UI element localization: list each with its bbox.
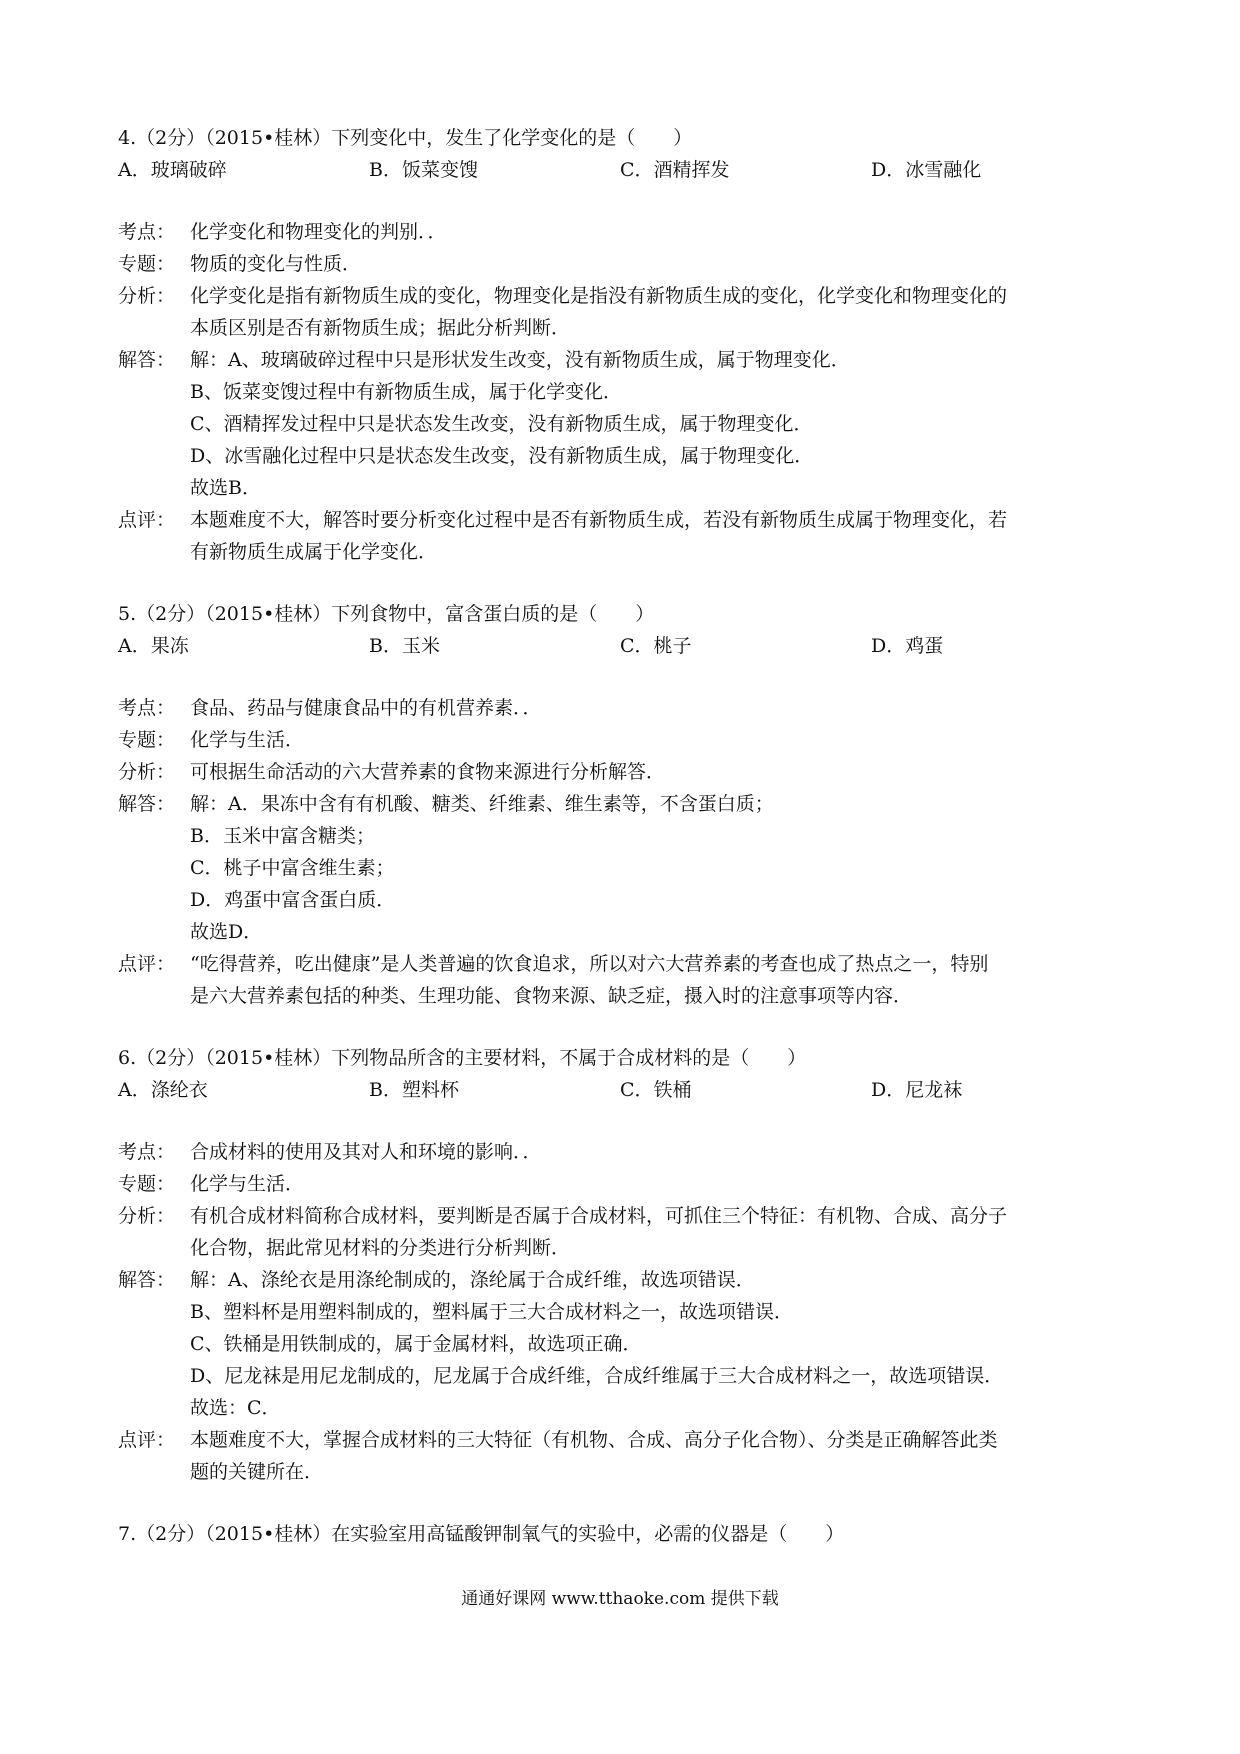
knowledge-point-row [118, 692, 1128, 724]
comment-label: 点评： [118, 1429, 176, 1451]
question-stem: 6.（2分）（2015•桂林）下列物品所含的主要材料，不属于合成材料的是（ ） [118, 1047, 807, 1069]
comment-body [190, 1424, 1128, 1488]
options-row [118, 630, 1128, 662]
analysis-label: 分析： [118, 1205, 176, 1227]
analysis-line: 有机合成材料简称合成材料，要判断是否属于合成材料，可抓住三个特征：有机物、合成、高分子 [190, 1205, 1008, 1227]
analysis-row [118, 280, 1128, 344]
options-row [118, 154, 1128, 186]
topic-body: 化学与生活． [190, 1173, 305, 1195]
solution-label: 解答： [118, 349, 176, 371]
knowledge-point-body: 化学变化和物理变化的判别．． [190, 221, 447, 243]
option-b: B．饭菜变馊 [369, 159, 478, 181]
option-c: C．铁桶 [620, 1079, 692, 1101]
analysis-body [190, 280, 1128, 344]
knowledge-point-row [118, 1136, 1128, 1168]
solution-label: 解答： [118, 1269, 176, 1291]
solution-line: B、塑料杯是用塑料制成的，塑料属于三大合成材料之一，故选项错误． [190, 1301, 793, 1323]
question-block [118, 1042, 1128, 1488]
comment-line: 有新物质生成属于化学变化． [190, 541, 438, 563]
topic-label: 专题： [118, 729, 176, 751]
solution-body [190, 788, 1128, 948]
comment-line: 题的关键所在． [190, 1461, 324, 1483]
comment-row [118, 948, 1128, 1012]
topic-row [118, 248, 1128, 280]
exam-page [118, 122, 1128, 1550]
knowledge-point-body: 合成材料的使用及其对人和环境的影响．． [190, 1141, 542, 1163]
option-c: C．酒精挥发 [620, 159, 730, 181]
analysis-label: 分析： [118, 761, 176, 783]
solution-line: 故选：C． [190, 1397, 281, 1419]
topic-body: 化学与生活． [190, 729, 305, 751]
option-d: D．冰雪融化 [871, 159, 982, 181]
solution-line: C．桃子中富含维生素； [190, 857, 395, 879]
topic-label: 专题： [118, 253, 176, 275]
option-d: D．鸡蛋 [871, 635, 944, 657]
analysis-line: 本质区别是否有新物质生成；据此分析判断． [190, 317, 571, 339]
comment-line: 是六大营养素包括的种类、生理功能、食物来源、缺乏症，摄入时的注意事项等内容． [190, 985, 913, 1007]
question-stem: 5.（2分）（2015•桂林）下列食物中，富含蛋白质的是（ ） [118, 603, 655, 625]
comment-body [190, 504, 1128, 568]
question-stem: 4.（2分）（2015•桂林）下列变化中，发生了化学变化的是（ ） [118, 127, 693, 149]
question-stem-7: 7.（2分）（2015•桂林）在实验室用高锰酸钾制氧气的实验中，必需的仪器是（ ） [118, 1523, 845, 1545]
options-row [118, 1074, 1128, 1106]
comment-label: 点评： [118, 953, 176, 975]
solution-line: B．玉米中富含糖类； [190, 825, 375, 847]
analysis-line: 可根据生命活动的六大营养素的食物来源进行分析解答． [190, 761, 666, 783]
option-a: A．果冻 [118, 635, 189, 657]
question-block [118, 122, 1128, 568]
comment-body [190, 948, 1128, 1012]
option-a: A．涤纶衣 [118, 1079, 208, 1101]
option-c: C．桃子 [620, 635, 692, 657]
analysis-line: 化合物，据此常见材料的分类进行分析判断． [190, 1237, 571, 1259]
analysis-label: 分析： [118, 285, 176, 307]
solution-line: D．鸡蛋中富含蛋白质． [190, 889, 396, 911]
knowledge-point-label: 考点： [118, 1141, 176, 1163]
analysis-row [118, 1200, 1128, 1264]
solution-line: B、饭菜变馊过程中有新物质生成，属于化学变化． [190, 381, 622, 403]
solution-line: 解：A．果冻中含有有机酸、糖类、纤维素、维生素等，不含蛋白质； [190, 793, 774, 815]
solution-line: C、铁桶是用铁制成的，属于金属材料，故选项正确． [190, 1333, 642, 1355]
solution-line: C、酒精挥发过程中只是状态发生改变，没有新物质生成，属于物理变化． [190, 413, 813, 435]
topic-row [118, 724, 1128, 756]
solution-row [118, 1264, 1128, 1424]
knowledge-point-row [118, 216, 1128, 248]
knowledge-point-body: 食品、药品与健康食品中的有机营养素．． [190, 697, 542, 719]
option-b: B．塑料杯 [369, 1079, 459, 1101]
analysis-section [118, 692, 1128, 1012]
topic-label: 专题： [118, 1173, 176, 1195]
solution-line: 故选B． [190, 477, 261, 499]
solution-body [190, 1264, 1128, 1424]
solution-line: 故选D． [190, 921, 263, 943]
option-b: B．玉米 [369, 635, 440, 657]
comment-row [118, 1424, 1128, 1488]
solution-label: 解答： [118, 793, 176, 815]
analysis-body [190, 756, 1128, 788]
knowledge-point-label: 考点： [118, 697, 176, 719]
solution-row [118, 788, 1128, 948]
comment-line: “吃得营养，吃出健康”是人类普遍的饮食追求，所以对六大营养素的考查也成了热点之一，特别 [190, 953, 989, 975]
solution-line: D、尼龙袜是用尼龙制成的，尼龙属于合成纤维，合成纤维属于三大合成材料之一，故选项错误． [190, 1365, 1004, 1387]
comment-row [118, 504, 1128, 568]
solution-line: 解：A、玻璃破碎过程中只是形状发生改变，没有新物质生成，属于物理变化． [190, 349, 850, 371]
question-block [118, 598, 1128, 1012]
analysis-line: 化学变化是指有新物质生成的变化，物理变化是指没有新物质生成的变化，化学变化和物理变化的 [190, 285, 1008, 307]
topic-row [118, 1168, 1128, 1200]
comment-line: 本题难度不大，解答时要分析变化过程中是否有新物质生成，若没有新物质生成属于物理变化，若 [190, 509, 1008, 531]
option-a: A．玻璃破碎 [118, 159, 227, 181]
analysis-section [118, 1136, 1128, 1488]
analysis-section [118, 216, 1128, 568]
topic-body: 物质的变化与性质． [190, 253, 362, 275]
solution-row [118, 344, 1128, 504]
solution-line: 解：A、涤纶衣是用涤纶制成的，涤纶属于合成纤维，故选项错误． [190, 1269, 755, 1291]
option-d: D．尼龙袜 [871, 1079, 963, 1101]
solution-line: D、冰雪融化过程中只是状态发生改变，没有新物质生成，属于物理变化． [190, 445, 814, 467]
knowledge-point-label: 考点： [118, 221, 176, 243]
solution-body [190, 344, 1128, 504]
page-footer: 通通好课网 www.tthaoke.com 提供下载 [461, 1589, 779, 1609]
comment-line: 本题难度不大，掌握合成材料的三大特征（有机物、合成、高分子化合物）、分类是正确解答此类 [190, 1429, 998, 1451]
comment-label: 点评： [118, 509, 176, 531]
analysis-row [118, 756, 1128, 788]
analysis-body [190, 1200, 1128, 1264]
